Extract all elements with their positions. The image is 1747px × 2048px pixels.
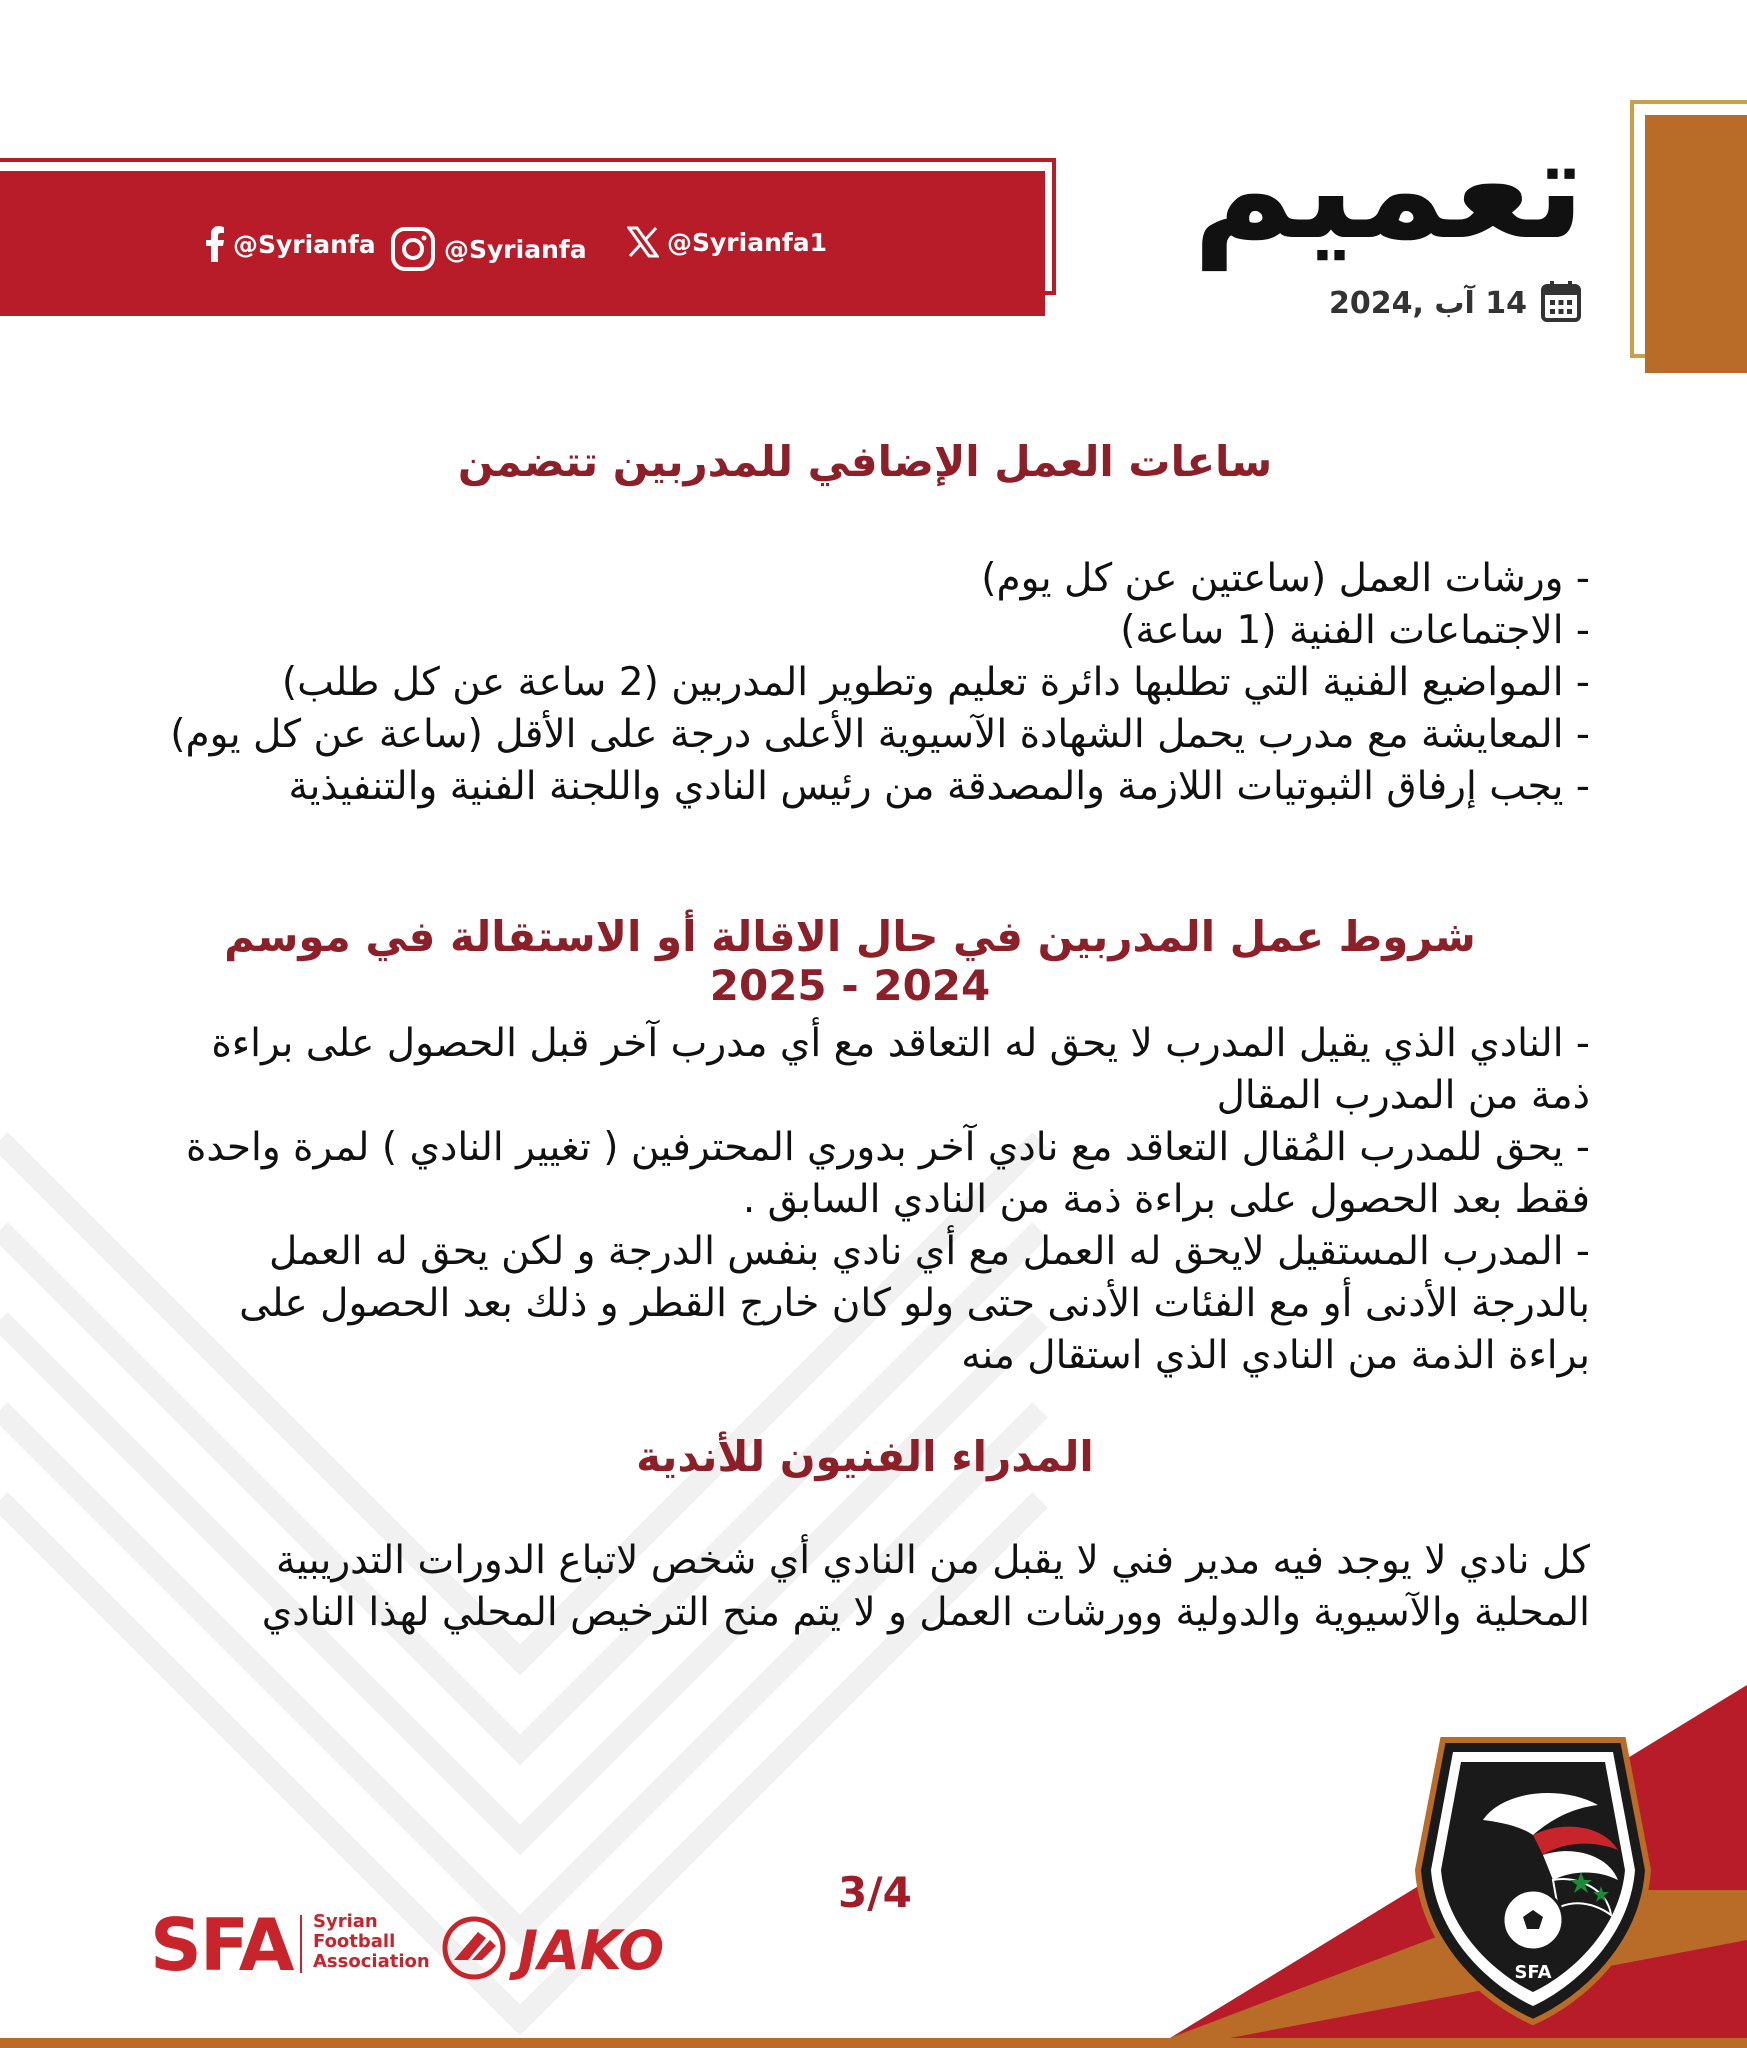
list-item: - يجب إرفاق الثبوتيات اللازمة والمصدقة من رئيس النادي واللجنة الفنية والتنفيذية: [288, 764, 1590, 809]
sfa-subtitle: [313, 1912, 430, 1972]
list-item: - ورشات العمل (ساعتين عن كل يوم): [981, 556, 1590, 601]
list-item: - المعايشة مع مدرب يحمل الشهادة الآسيوية الأعلى درجة على الأقل (ساعة عن كل يوم): [170, 712, 1590, 757]
bottom-line: [0, 2038, 1747, 2048]
list-item: - الاجتماعات الفنية (1 ساعة): [1120, 608, 1590, 653]
paragraph: كل نادي لا يوجد فيه مدير فني لا يقبل من النادي أي شخص لاتباع الدورات التدريبية المحلية والآسيوية والدولية وورشات العمل و لا يتم منح الترخيص المحلي لهذا النادي: [261, 1538, 1590, 1635]
list-item: - يحق للمدرب المُقال التعاقد مع نادي آخر بدوري المحترفين ( تغيير النادي ) لمرة واحدة فقط بعد الحصول على براءة ذمة من النادي السابق .: [185, 1125, 1590, 1222]
list-item: - المواضيع الفنية التي تطلبها دائرة تعليم وتطوير المدربين (2 ساعة عن كل طلب): [281, 660, 1590, 705]
jako-text: JAKO: [518, 1918, 665, 1982]
section-heading-overtime: ساعات العمل الإضافي للمدربين تتضمن: [457, 437, 1273, 486]
facebook-handle: @Syrianfa: [233, 229, 376, 259]
list-item: - المدرب المستقيل لايحق له العمل مع أي نادي بنفس الدرجة و لكن يحق له العمل بالدرجة الأدنى أو مع الفئات الأدنى حتى ولو كان خارج القطر و ذلك بعد الحصول على براءة الذمة من النادي الذي استقال منه: [239, 1229, 1590, 1378]
instagram-handle: @Syrianfa: [444, 234, 587, 264]
list-item: - النادي الذي يقيل المدرب لا يحق له التعاقد مع أي مدرب آخر قبل الحصول على براءة ذمة من المدرب المقال: [211, 1021, 1590, 1118]
date-text: 14 آب ,2024: [1329, 285, 1527, 321]
sfa-sub-line: Syrian: [313, 1911, 378, 1932]
page-title: تعميم: [1192, 108, 1585, 271]
sfa-sub-line: Football: [313, 1931, 396, 1952]
logo-divider: [300, 1915, 302, 1973]
jako-logo: [442, 1916, 664, 1984]
sfa-logo: SFA: [150, 1903, 293, 1987]
x-handle: @Syrianfa1: [667, 227, 828, 257]
sfa-sub-line: Association: [313, 1951, 430, 1972]
crest-label: SFA: [1514, 1962, 1552, 1983]
jako-emblem-icon: [442, 1916, 506, 1984]
section-heading-dismissal: شروط عمل المدربين في حال الاقالة أو الاستقالة في موسم 2024 - 2025: [224, 912, 1476, 1010]
section-heading-technical-directors: المدراء الفنيون للأندية: [636, 1432, 1094, 1481]
page-number: 3/4: [838, 1868, 912, 1917]
sfa-crest-icon: [1413, 1730, 1653, 2030]
